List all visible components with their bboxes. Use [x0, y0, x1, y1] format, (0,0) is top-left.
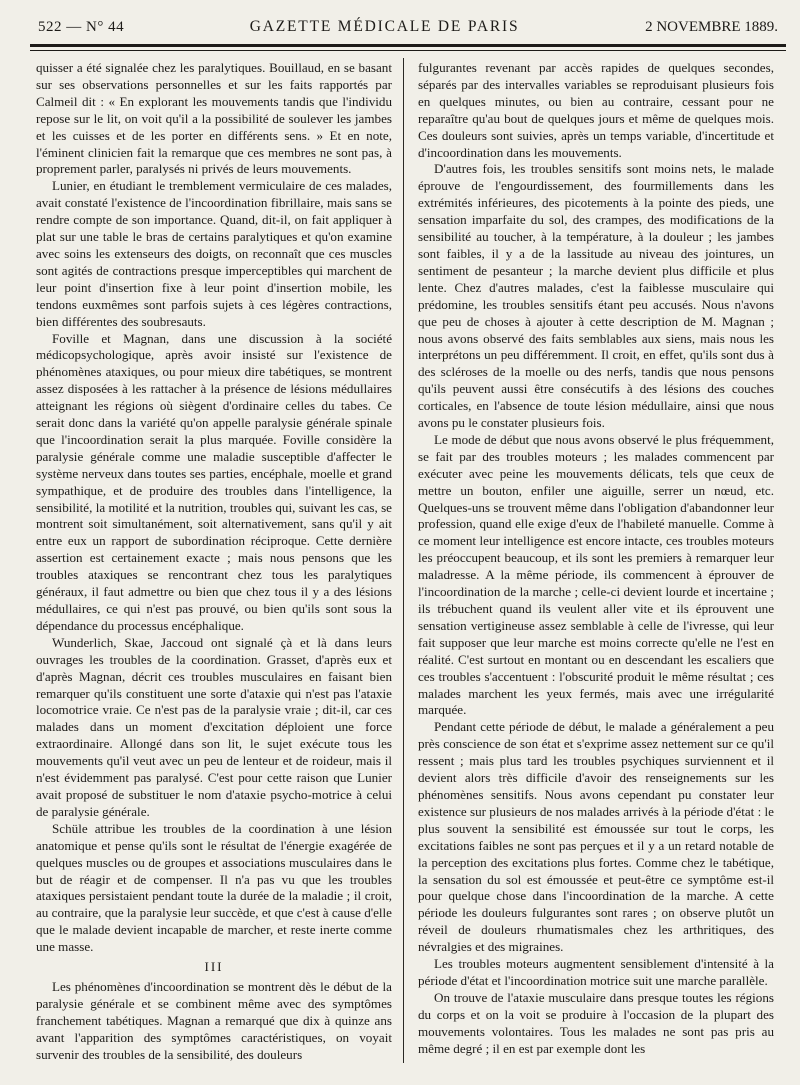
- paragraph: fulgurantes revenant par accès rapides de quelques secondes, séparés par des intervalles variables se reproduisant plusieurs fois en quelques minutes, ou bien au contraire, cessant pour ne reparaître qu'au bout de quelques jours et même de quelques mois. Ces douleurs sont suivies, après un temps variable, d'incertitude et d'incoordination dans les mouvements.: [418, 60, 774, 160]
- paragraph: Wunderlich, Skae, Jaccoud ont signalé çà et là dans leurs ouvrages les troubles de la coordination. Grasset, d'après eux et d'après Magnan, décrit ces troubles musculaires en faisant bien remarquer qu'ils constituent une sorte d'ataxie qui n'est pas l'ataxie locomotrice vraie. Ce n'est pas de la paralysie vraie ; dit-il, car ces malades dans un moment d'excitation déploient une force extraordinaire. Allongé dans son lit, le sujet exécute tous les mouvements qu'il veut avec un peu de lenteur et de roideur, mais il n'est évidemment pas paralysé. C'est pour cette raison que Lunier avait proposé de substituer le nom d'ataxie psycho-motrice à celui de paralysie générale.: [36, 634, 392, 819]
- header-rule-thin: [30, 50, 786, 51]
- column-divider: [403, 58, 404, 1063]
- issue-date: 2 NOVEMBRE 1889.: [645, 19, 778, 35]
- paragraph: Foville et Magnan, dans une discussion à la société médicopsychologique, après avoir insisté sur l'existence de phénomènes ataxiques, ou pour mieux dire tabétiques, se montrent assez disposées à les rattacher à la présence de lésions médullaires atteignant les régions où siègent d'ordinaire celles du tabes. Ce serait donc dans la variété qu'on appelle paralysie générale spinale que l'incoordination serait la plus marquée. Foville considère la paralysie générale comme une maladie susceptible d'affecter le système nerveux dans toutes ses parties, encéphale, moelle et grand sympathique, et de produire des troubles dans l'intelligence, la sensibilité, la motilité et la nutrition, troubles qui, suivant les cas, se montrent soit simultanément, soit alternativement, sans qu'il y ait entre eux un rapport de subordination réciproque. Cette dernière assertion est certainement exacte ; mais nous pensons que les troubles ataxiques se rencontrant chez tous les paralytiques généraux, il faut admettre ou bien que chez tous il y a des lésions médullaires, ce qui n'est pas prouvé, ou bien qu'ils sont sous la dépendance du processus encéphalique.: [36, 330, 392, 633]
- left-column: [36, 60, 392, 1063]
- header-rule-thick: [30, 44, 786, 47]
- paragraph: D'autres fois, les troubles sensitifs sont moins nets, le malade éprouve de l'engourdissement, des fourmillements dans les extrémités inférieures, des picotements à la pointe des pieds, une sensation imparfaite du sol, des crampes, des modifications de la sensibilité au toucher, à la température, à la douleur ; les jambes sont faibles, il y a de la lassitude au niveau des jointures, un sentiment de pesanteur ; la marche devient plus difficile et plus lente. Chez d'autres malades, c'est la faiblesse musculaire qui prédomine, les troubles sensitifs étant peu accusés. Nous n'avons que peu de choses à ajouter à cette description de M. Magnan ; nous avons observé des faits semblables aux siens, mais nous les interprétons un peu différemment. Il croit, en effet, qu'ils sont dus à des scléroses de la moelle ou des nerfs, tandis que nous pensons qu'ils peuvent aussi être consécutifs à des lésions des couches corticales, en l'absence de toute lésion médullaire, ainsi que nous avons pu le constater plusieurs fois.: [418, 161, 774, 431]
- paragraph: quisser a été signalée chez les paralytiques. Bouillaud, en se basant sur ses observations personnelles et sur les faits rapportés par Calmeil dit : « En explorant les mouvements tandis que l'individu repose sur le lit, on voit qu'il a la possibilité de soulever les jambes et les cuisses et de les porter en différents sens. » Et en note, l'éminent clinicien fait la remarque que ces membres ne sont pas, à proprement parler, paralysés ni privés de leurs mouvements.: [36, 60, 392, 177]
- section-heading: III: [204, 959, 224, 975]
- paragraph: Schüle attribue les troubles de la coordination à une lésion anatomique et pense qu'ils sont le résultat de l'énergie exagérée de quelques muscles ou de groupes et associations musculaires dans le but de réagir et de compenser. Il n'a pas vu que les troubles ataxiques persistaient pendant toute la durée de la maladie ; il croit, au contraire, que la paralysie leur succède, et que c'est à cause d'elle que le malade devient incapable de marcher, et reste inerte comme une masse.: [36, 820, 392, 955]
- paragraph: Pendant cette période de début, le malade a généralement a peu près conscience de son état et s'exprime assez nettement sur ce qu'il ressent ; mais plus tard les troubles psychiques surviennent et il devient alors très difficile d'avoir des renseignements sur les phénomènes sensitifs. Nous avons cependant pu constater leur existence sur plusieurs de nos malades arrivés à la période d'état : le plus souvent la sensibilité est émoussée sur tout le corps, les excitations faibles ne sont pas perçues et il y a un retard notable de la perception des excitations plus fortes. Comme chez le tabétique, la sensation du sol est émoussée et peut-être ce symptôme est-il pour quelque chose dans l'incoordination de la marche. A cette période les douleurs fulgurantes sont rares ; on observe plutôt un réveil de douleurs rhumatismales chez les arthritiques, des névralgies et des migraines.: [418, 719, 774, 955]
- paragraph: Les phénomènes d'incoordination se montrent dès le début de la paralysie générale et se combinent même avec des symptômes franchement tabétiques. Magnan a remarqué que dix à quinze ans avant l'apparition des symptômes caractéristiques, on voyait survenir des troubles de la sensibilité, des douleurs: [36, 978, 392, 1062]
- paragraph: Les troubles moteurs augmentent sensiblement d'intensité à la période d'état et l'incoordination motrice suit une marche parallèle.: [418, 956, 774, 988]
- paragraph: Lunier, en étudiant le tremblement vermiculaire de ces malades, avait constaté l'existence de l'incoordination fibrillaire, mais sans se rendre compte de son importance. Quand, dit-il, on fait appliquer à plat sur une table le bras de certains paralytiques et qu'on examine avec soins les extenseurs des doigts, on reconnaît que ces muscles sont agités de contractions presque imperceptibles qui marchent de leur point d'insertion fixe à leur point d'insertion mobile, les tendons euxmêmes sont parfois sujets à ces légères contractions, bien différentes des soubresauts.: [36, 178, 392, 329]
- right-column: [418, 60, 774, 1057]
- paragraph: Le mode de début que nous avons observé le plus fréquemment, se fait par des troubles moteurs ; les malades commencent par exécuter avec peine les mouvements délicats, tels que ceux de mettre un bouton, enfiler une aiguille, serrer un nœud, etc. Quelques-uns se trouvent même dans l'obligation d'abandonner leur profession, quand elle exige d'eux de l'habileté manuelle. Comme à ce moment leur intelligence est encore intacte, ces troubles moteurs les préoccupent beaucoup, et ils sont les premiers à remarquer leur maladresse. A la même période, ils commencent à éprouver de l'incoordination de la marche ; celle-ci devient lourde et incertaine ; ils trébuchent quand ils veulent aller vite et ils éprouvent une sensation vertigineuse assez semblable à celle de l'ivresse, qui leur fait supposer que leur marche est moins correcte qu'elle ne l'est en réalité. C'est surtout en montant ou en descendant les escaliers que ces troubles s'accentuent : l'obscurité produit le même résultat ; ces malades marchent les yeux fermés, mais avec une irrégularité marquée.: [418, 431, 774, 718]
- paragraph: On trouve de l'ataxie musculaire dans presque toutes les régions du corps et on la voit se produire à l'occasion de la plupart des mouvements volontaires. Tous les malades ne sont pas pris au même degré ; il en est par exemple dont les: [418, 989, 774, 1056]
- page-issue-number: 522 — N° 44: [38, 19, 125, 35]
- journal-title: GAZETTE MÉDICALE DE PARIS: [249, 18, 520, 35]
- page-header: [38, 18, 778, 42]
